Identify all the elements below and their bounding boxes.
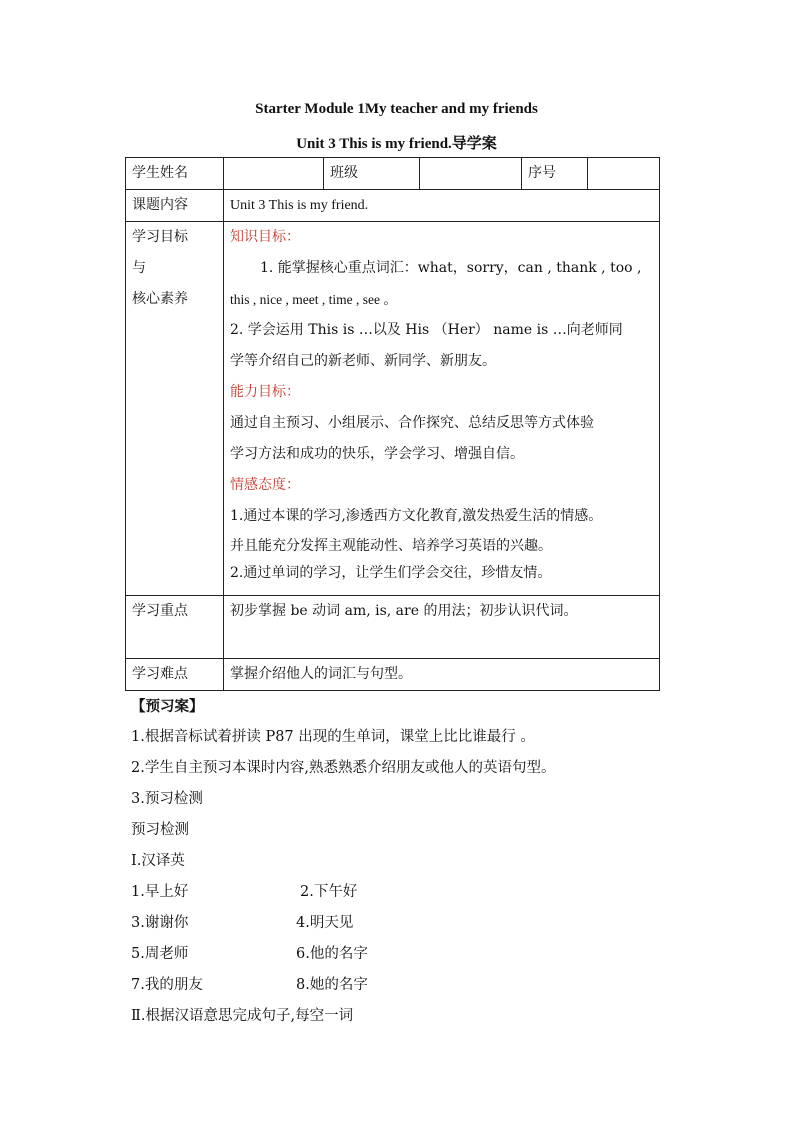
goal-text: 2. 学会运用 This is …以及 His （Her） name is …向老师同 (230, 322, 623, 338)
question-item: 6.他的名字 (296, 946, 368, 962)
seat-number-cell[interactable] (588, 158, 660, 190)
goal-text: 2.通过单词的学习，让学生们学会交往，珍惜友情。 (230, 565, 552, 581)
goals-label-line: 学习目标 (132, 229, 188, 245)
student-name-cell[interactable] (224, 158, 324, 190)
question-item: 8.她的名字 (296, 977, 368, 993)
class-label: 班级 (324, 158, 420, 190)
question-item: 5.周老师 (131, 946, 189, 962)
class-cell[interactable] (420, 158, 522, 190)
page-title: Starter Module 1My teacher and my friends (255, 101, 538, 117)
question-row (131, 939, 731, 970)
emotion-heading: 情感态度： (230, 477, 300, 493)
part-heading: Ⅱ.根据汉语意思完成句子,每空一词 (131, 1008, 354, 1024)
preview-item: 3.预习检测 (131, 791, 203, 807)
goals-label-line: 核心素养 (132, 291, 188, 307)
table-row (126, 158, 660, 190)
part-heading: Ⅰ.汉译英 (131, 853, 185, 869)
student-name-label: 学生姓名 (126, 158, 224, 190)
question-item: 2.下午好 (300, 884, 358, 900)
goal-text: 1. 能掌握核心重点词汇：what，sorry，can , thank , too , (260, 260, 642, 276)
ability-heading: 能力目标： (230, 384, 300, 400)
difficulties-label: 学习难点 (126, 659, 224, 691)
key-points-value: 初步掌握 be 动词 am, is, are 的用法；初步认识代词。 (224, 596, 660, 659)
goals-label (126, 222, 224, 596)
question-item: 4.明天见 (296, 915, 354, 931)
topic-label: 课题内容 (126, 190, 224, 222)
table-row (126, 596, 660, 659)
seat-number-label: 序号 (522, 158, 588, 190)
page-subtitle: Unit 3 This is my friend.导学案 (296, 136, 497, 152)
topic-value: Unit 3 This is my friend. (224, 190, 660, 222)
question-item: 7.我的朋友 (131, 977, 203, 993)
table-row (126, 222, 660, 596)
goals-content (224, 222, 660, 596)
goal-text: this , nice , meet , time , see 。 (230, 292, 397, 307)
goal-text: 并且能充分发挥主观能动性、培养学习英语的兴趣。 (230, 538, 552, 554)
table-row (126, 659, 660, 691)
question-row (131, 908, 731, 939)
question-row (131, 877, 731, 908)
table-row (126, 190, 660, 222)
preview-section (131, 697, 731, 1032)
preview-item: 预习检测 (131, 822, 189, 838)
goal-text: 学习方法和成功的快乐，学会学习、增强自信。 (230, 446, 524, 462)
goals-label-line: 与 (132, 260, 146, 276)
difficulties-value: 掌握介绍他人的词汇与句型。 (224, 659, 660, 691)
info-table (125, 157, 660, 691)
preview-heading: 【预习案】 (131, 698, 204, 715)
preview-item: 1.根据音标试着拼读 P87 出现的生单词，课堂上比比谁最行 。 (131, 729, 535, 745)
goal-text: 通过自主预习、小组展示、合作探究、总结反思等方式体验 (230, 415, 594, 431)
knowledge-heading: 知识目标： (230, 229, 300, 245)
key-points-label: 学习重点 (126, 596, 224, 659)
goal-text: 学等介绍自己的新老师、新同学、新朋友。 (230, 353, 496, 369)
question-item: 1.早上好 (131, 884, 189, 900)
preview-item: 2.学生自主预习本课时内容,熟悉熟悉介绍朋友或他人的英语句型。 (131, 760, 556, 776)
question-row (131, 970, 731, 1001)
question-item: 3.谢谢你 (131, 915, 189, 931)
goal-text: 1.通过本课的学习,渗透西方文化教育,激发热爱生活的情感。 (230, 508, 603, 524)
